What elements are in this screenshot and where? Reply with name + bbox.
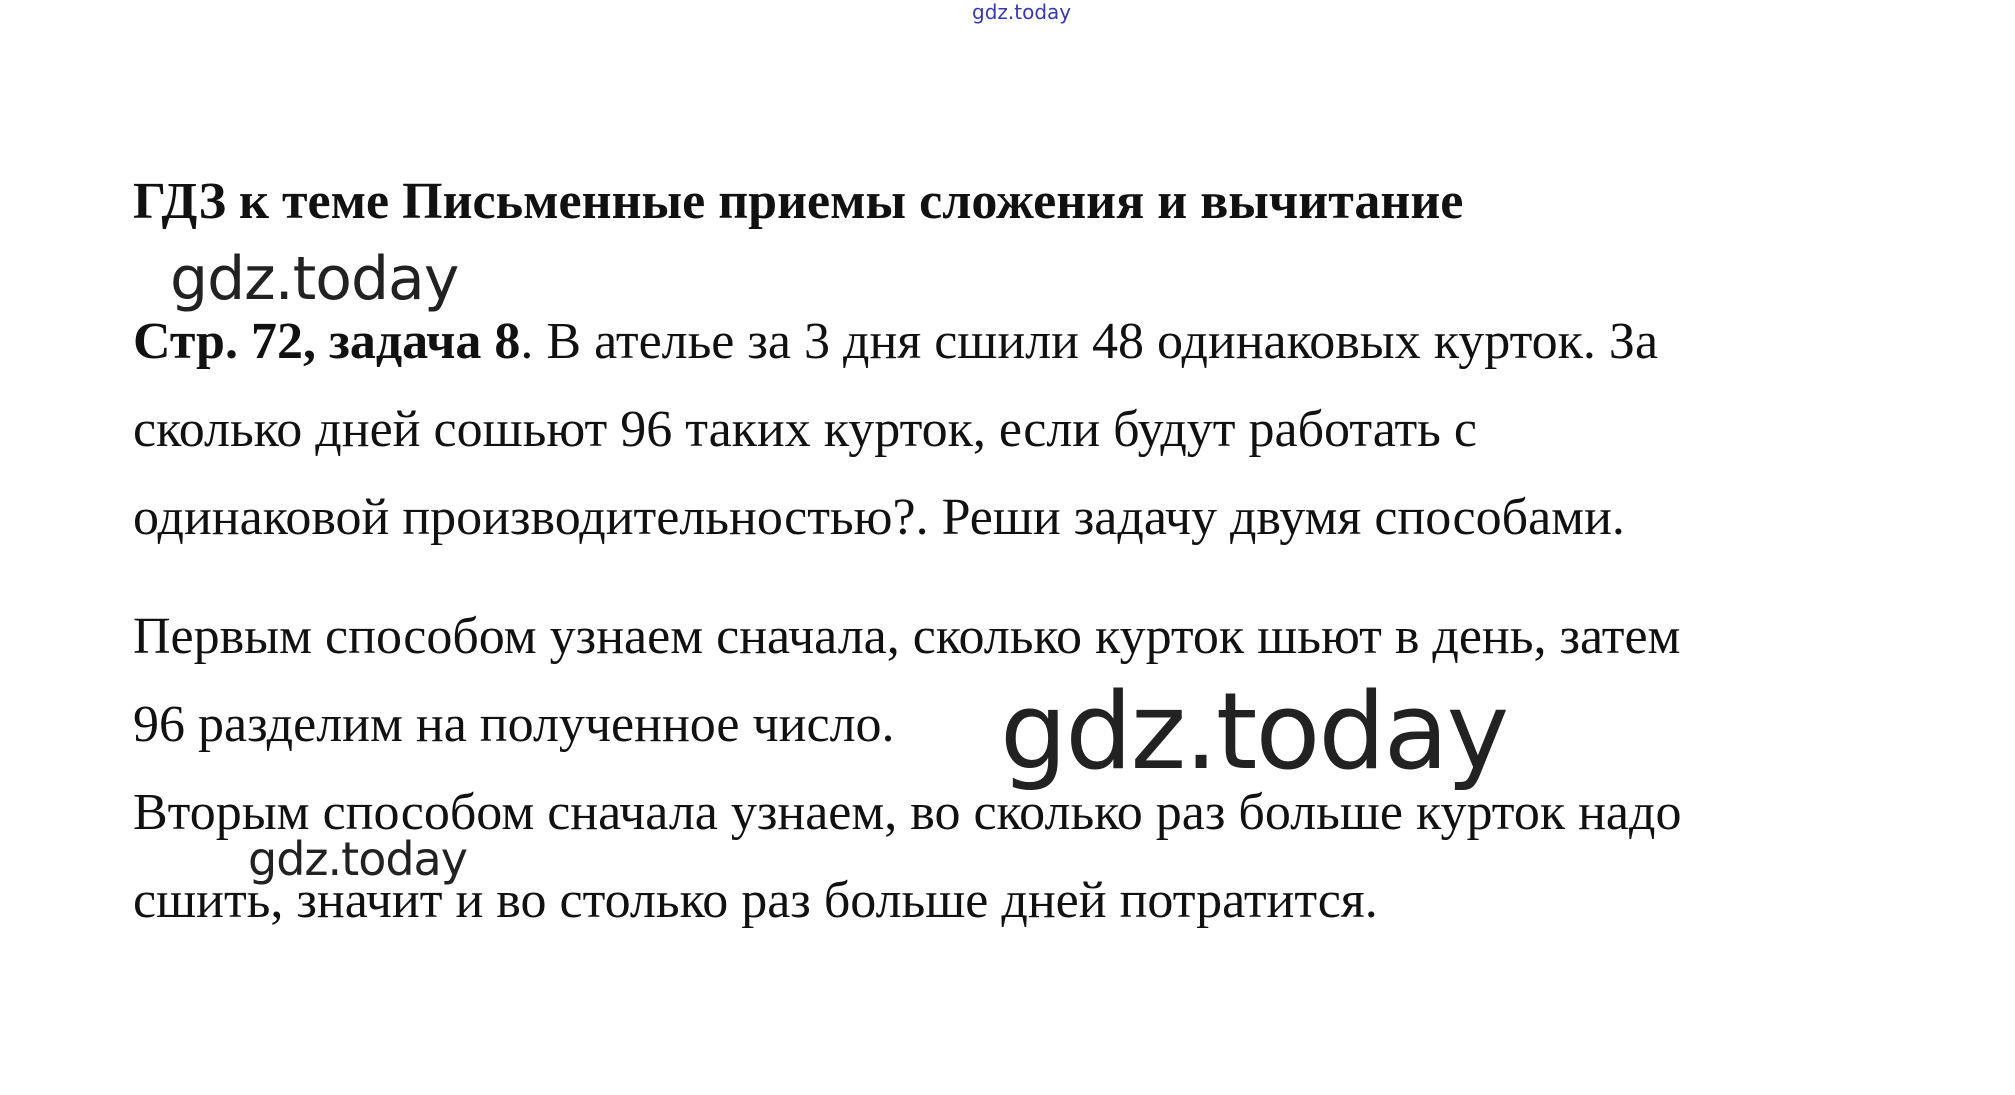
task-line-1 (133, 312, 1658, 371)
page-title: ГДЗ к теме Письменные приемы сложения и вычитание (133, 173, 1464, 230)
watermark-2: gdz.today (1000, 670, 1508, 793)
answer-line-4: сшить, значит и во столько раз больше дней потратится. (133, 872, 1378, 929)
task-line-2: сколько дней сошьют 96 таких курток, если будут работать с (133, 401, 1477, 458)
answer-line-1: Первым способом узнаем сначала, сколько курток шьют в день, затем (133, 608, 1681, 665)
watermark-top: gdz.today (972, 0, 1072, 24)
answer-line-3: Вторым способом сначала узнаем, во сколько раз больше курток надо (133, 784, 1682, 841)
answer-line-2: 96 разделим на полученное число. (133, 696, 895, 753)
watermark-3: gdz.today (248, 832, 467, 886)
watermark-1: gdz.today (170, 244, 459, 314)
task-line-1-text: . В ателье за 3 дня сшили 48 одинаковых курток. За (520, 313, 1659, 370)
task-line-3: одинаковой производительностью?. Реши задачу двумя способами. (133, 489, 1625, 546)
task-reference: Стр. 72, задача 8 (133, 313, 521, 370)
